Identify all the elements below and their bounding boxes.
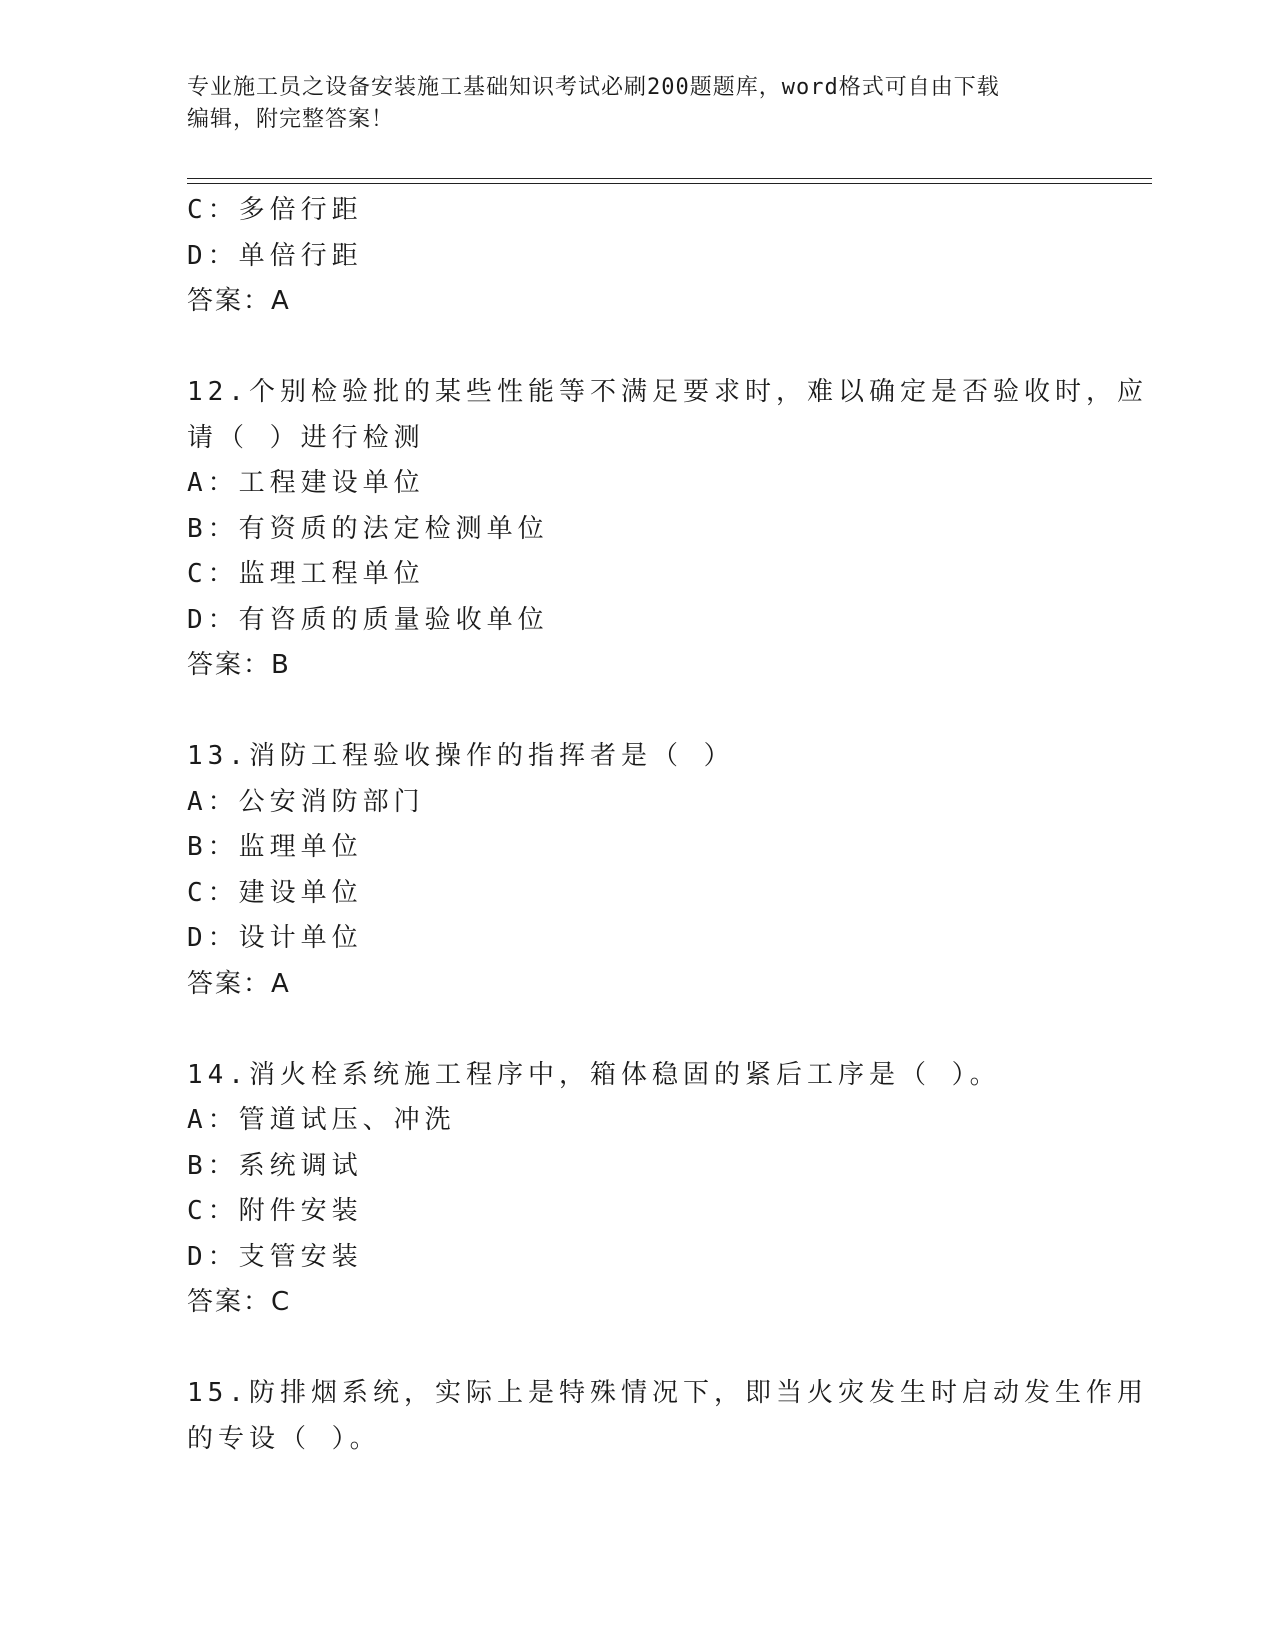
question-block-15 bbox=[187, 1371, 1148, 1462]
question-block-13 bbox=[187, 734, 1087, 1007]
answer-row bbox=[187, 962, 1087, 1008]
option-c: C：建设单位 bbox=[187, 877, 363, 908]
option-c: C：多倍行距 bbox=[187, 195, 363, 225]
question-stem-line-1: 12.个别检验批的某些性能等不满足要求时，难以确定是否验收时，应 bbox=[187, 377, 1148, 407]
question-block-11 bbox=[187, 188, 1087, 325]
question-block-14 bbox=[187, 1053, 1087, 1326]
answer-value: C bbox=[271, 1287, 292, 1317]
answer-row bbox=[187, 1280, 1087, 1326]
question-stem-line-1: 13.消防工程验收操作的指挥者是（ ） bbox=[187, 741, 735, 771]
question-stem-line-2: 的专设（ ）。 bbox=[187, 1423, 381, 1454]
spacer bbox=[187, 325, 1087, 371]
option-b: B：有资质的法定检测单位 bbox=[187, 513, 549, 544]
answer-label: 答案： bbox=[187, 286, 272, 316]
option-b: B：系统调试 bbox=[187, 1150, 363, 1181]
question-stem-line-2: 请（ ）进行检测 bbox=[187, 422, 425, 453]
option-b: B：监理单位 bbox=[187, 832, 363, 862]
answer-label: 答案： bbox=[187, 650, 272, 680]
answer-value: A bbox=[271, 968, 291, 999]
spacer bbox=[187, 1007, 1087, 1053]
answer-label: 答案： bbox=[187, 968, 272, 999]
header-divider-bottom bbox=[187, 183, 1152, 184]
header-title-line-1: 专业施工员之设备安装施工基础知识考试必刷200题题库，word格式可自由下载 bbox=[187, 75, 1000, 100]
header-title-line-2: 编辑，附完整答案！ bbox=[187, 107, 395, 132]
spacer bbox=[187, 1326, 1087, 1372]
option-a: A：工程建设单位 bbox=[187, 468, 425, 498]
answer-row bbox=[187, 643, 1087, 689]
option-d: D：支管安装 bbox=[187, 1241, 363, 1272]
option-d: D：有咨质的质量验收单位 bbox=[187, 604, 549, 635]
answer-label: 答案： bbox=[187, 1287, 272, 1317]
option-a: A：公安消防部门 bbox=[187, 786, 425, 817]
option-c: C：附件安装 bbox=[187, 1196, 363, 1226]
document-header bbox=[187, 72, 1067, 136]
option-a: A：管道试压、冲洗 bbox=[187, 1105, 456, 1135]
option-d: D：设计单位 bbox=[187, 923, 363, 953]
answer-value: A bbox=[271, 286, 291, 316]
option-d: D：单倍行距 bbox=[187, 240, 363, 271]
question-stem-line-1: 14.消火栓系统施工程序中，箱体稳固的紧后工序是（ ）。 bbox=[187, 1059, 1001, 1090]
answer-value: B bbox=[271, 650, 291, 680]
question-list bbox=[187, 188, 1148, 1462]
option-c: C：监理工程单位 bbox=[187, 559, 425, 589]
question-stem-line-1: 15.防排烟系统，实际上是特殊情况下，即当火灾发生时启动发生作用 bbox=[187, 1378, 1148, 1408]
question-block-12 bbox=[187, 370, 1148, 689]
header-divider-top bbox=[187, 178, 1152, 179]
spacer bbox=[187, 689, 1087, 735]
answer-row bbox=[187, 279, 1087, 325]
